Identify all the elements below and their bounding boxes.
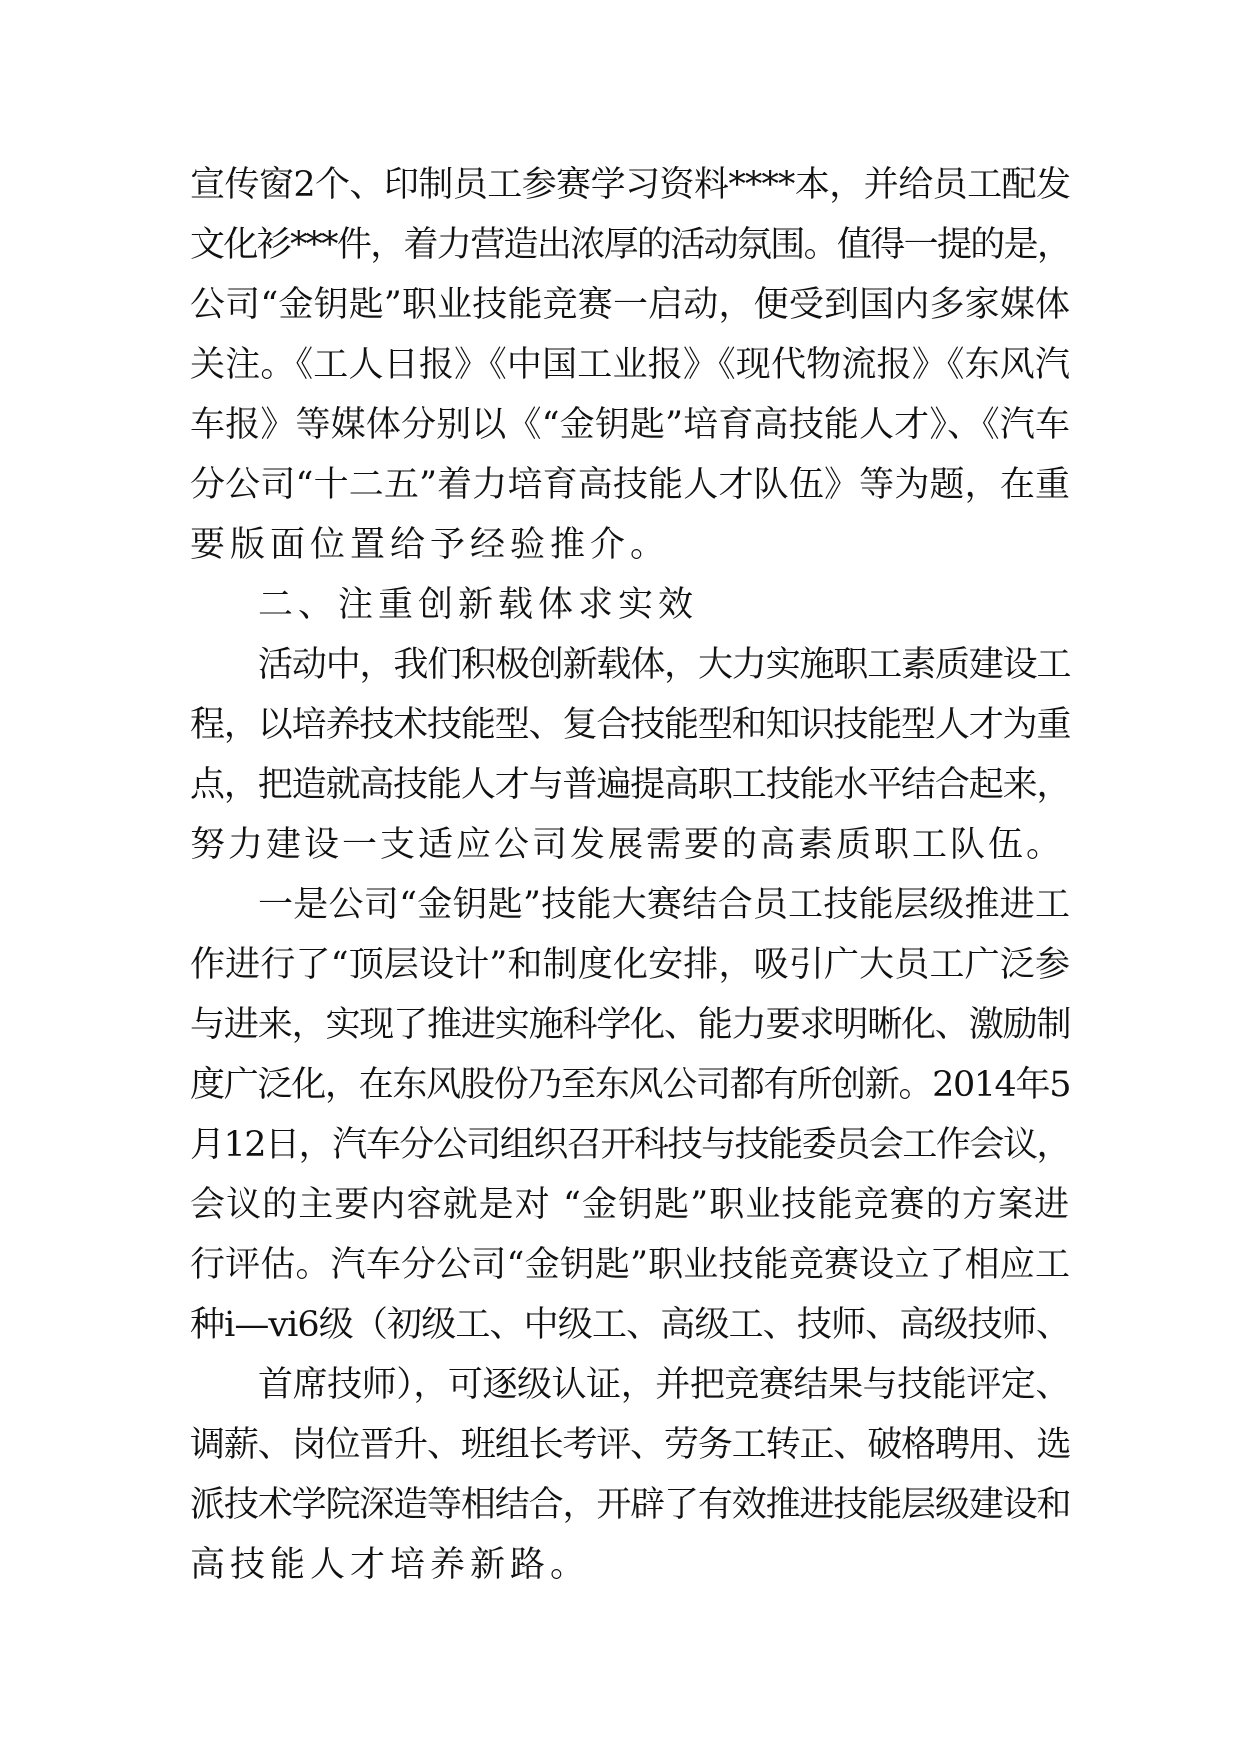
text-line: 车报》等媒体分别以《“金钥匙”培育高技能人才》、《汽车: [190, 405, 1070, 445]
text-line: 度广泛化，在东风股份乃至东风公司都有所创新。2014年5: [190, 1065, 1070, 1105]
text-line: 派技术学院深造等相结合，开辟了有效推进技能层级建设和: [190, 1485, 1070, 1525]
text-line: 一是公司“金钥匙”技能大赛结合员工技能层级推进工: [258, 885, 1070, 925]
body-text: [190, 155, 1070, 1595]
text-line: 程，以培养技术技能型、复合技能型和知识技能型人才为重: [190, 705, 1070, 745]
text-line: 宣传窗2个、印制员工参赛学习资料****本，并给员工配发: [190, 165, 1070, 205]
text-line: 点，把造就高技能人才与普遍提高职工技能水平结合起来，: [190, 765, 1070, 805]
text-line: 会议的主要内容就是对 “金钥匙”职业技能竞赛的方案进: [190, 1185, 1070, 1225]
text-line: 调薪、岗位晋升、班组长考评、劳务工转正、破格聘用、选: [190, 1425, 1070, 1465]
text-line: 要版面位置给予经验推介。: [190, 525, 671, 565]
text-line: 首席技师），可逐级认证，并把竞赛结果与技能评定、: [258, 1365, 1070, 1405]
text-line: 种i—vi6级（初级工、中级工、高级工、技师、高级技师、: [190, 1305, 1070, 1345]
text-line: 公司“金钥匙”职业技能竞赛一启动，便受到国内多家媒体: [190, 285, 1070, 325]
section-heading: 二、注重创新载体求实效: [258, 585, 699, 625]
text-line: 关注。《工人日报》《中国工业报》《现代物流报》《东风汽: [190, 345, 1070, 385]
text-line: 高技能人才培养新路。: [190, 1545, 591, 1585]
text-line: 月12日，汽车分公司组织召开科技与技能委员会工作会议，: [190, 1125, 1070, 1165]
text-line: 分公司“十二五”着力培育高技能人才队伍》等为题，在重: [190, 465, 1070, 505]
text-line: 活动中，我们积极创新载体，大力实施职工素质建设工: [258, 645, 1070, 685]
text-line: 文化衫***件，着力营造出浓厚的活动氛围。值得一提的是，: [190, 225, 1070, 265]
text-line: 作进行了“顶层设计”和制度化安排，吸引广大员工广泛参: [190, 945, 1070, 985]
text-line: 努力建设一支适应公司发展需要的高素质职工队伍。: [190, 825, 1065, 865]
text-line: 行评估。汽车分公司“金钥匙”职业技能竞赛设立了相应工: [190, 1245, 1070, 1285]
text-line: 与进来，实现了推进实施科学化、能力要求明晰化、激励制: [190, 1005, 1070, 1045]
